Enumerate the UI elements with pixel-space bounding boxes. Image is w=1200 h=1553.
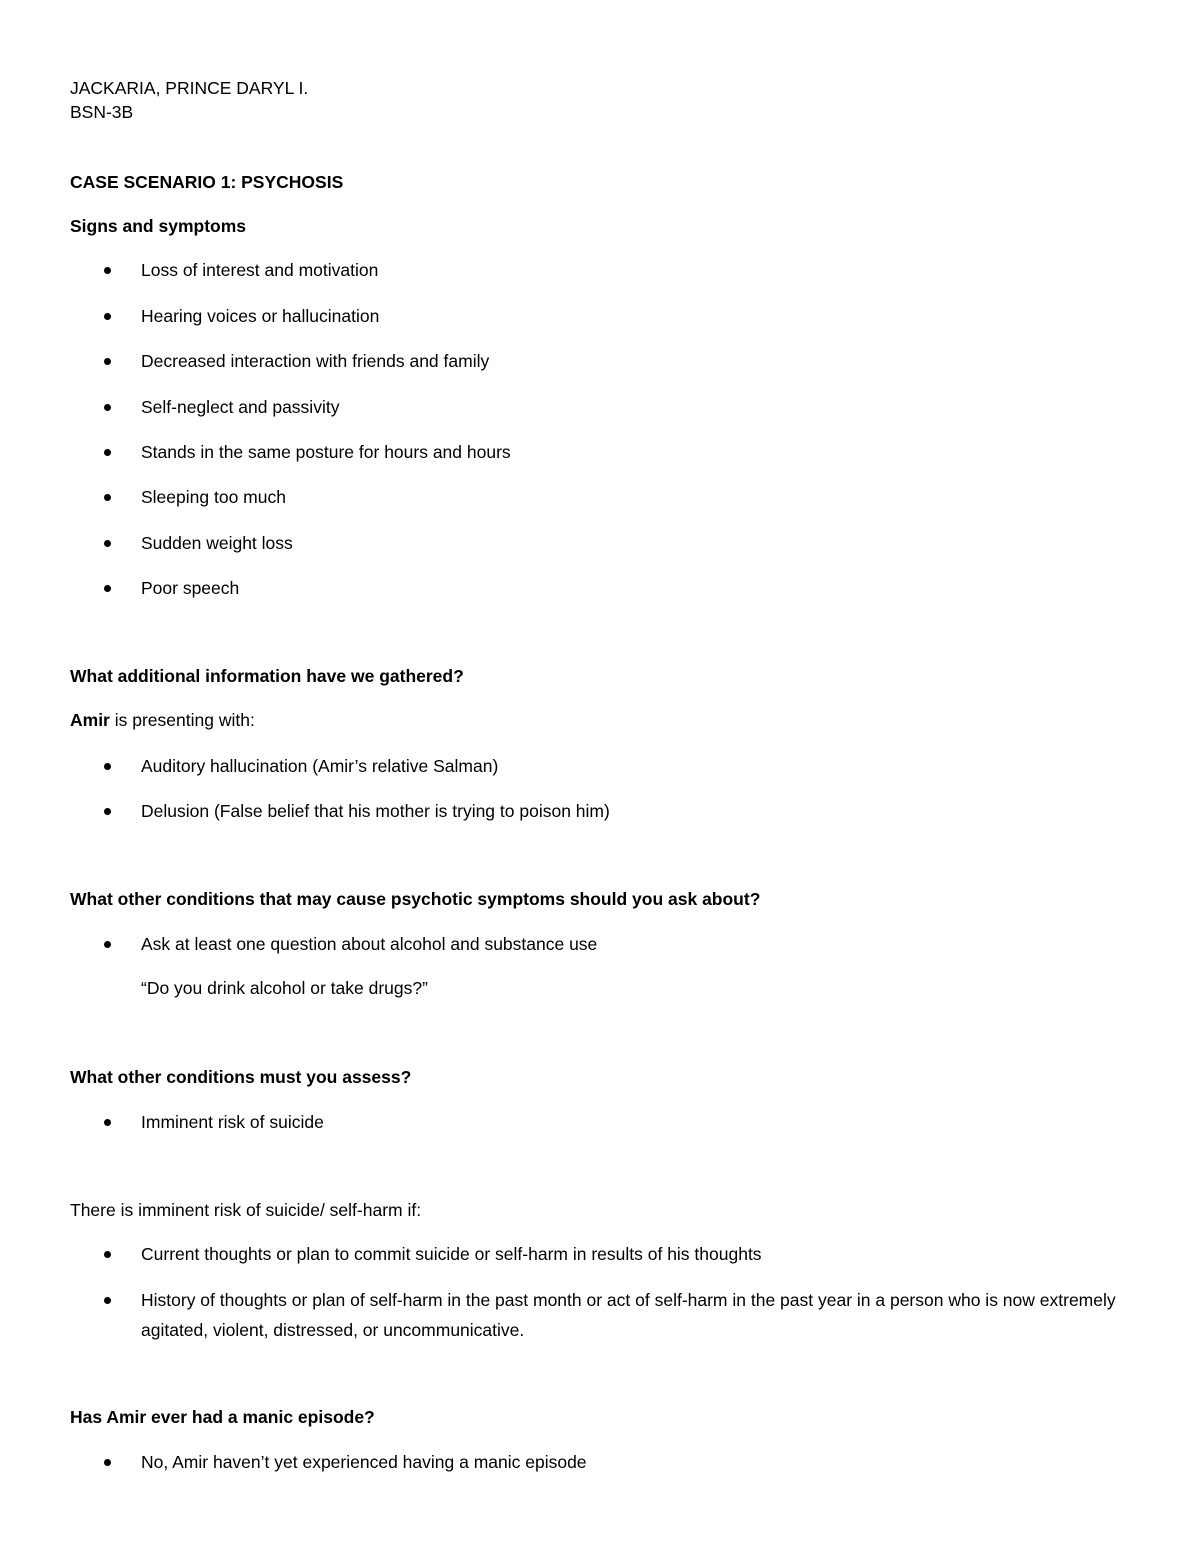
case-title: CASE SCENARIO 1: PSYCHOSIS — [70, 172, 344, 192]
conditions-quote: “Do you drink alcohol or take drugs?” — [141, 978, 428, 998]
bullet-icon — [104, 1119, 111, 1126]
additional-intro — [70, 708, 255, 732]
bullet-icon — [104, 941, 111, 948]
additional-heading: What additional information have we gathered? — [70, 666, 464, 686]
patient-name: Amir — [70, 710, 110, 730]
bullet-icon — [104, 808, 111, 815]
bullet-icon — [104, 1297, 111, 1304]
signs-item: Hearing voices or hallucination — [141, 306, 380, 326]
signs-item: Stands in the same posture for hours and hours — [141, 442, 511, 462]
student-section: BSN-3B — [70, 102, 134, 122]
signs-item: Sleeping too much — [141, 487, 286, 507]
assess-heading: What other conditions must you assess? — [70, 1067, 412, 1087]
bullet-icon — [104, 540, 111, 547]
bullet-icon — [104, 585, 111, 592]
bullet-icon — [104, 1459, 111, 1466]
signs-item: Decreased interaction with friends and family — [141, 351, 490, 371]
signs-item: Loss of interest and motivation — [141, 260, 379, 280]
risk-intro: There is imminent risk of suicide/ self-harm if: — [70, 1200, 422, 1220]
bullet-icon — [104, 449, 111, 456]
signs-item: Poor speech — [141, 578, 240, 598]
signs-item: Self-neglect and passivity — [141, 397, 340, 417]
signs-heading: Signs and symptoms — [70, 216, 247, 236]
bullet-icon — [104, 1251, 111, 1258]
bullet-icon — [104, 267, 111, 274]
additional-intro-text: is presenting with: — [109, 710, 255, 730]
conditions-item: Ask at least one question about alcohol and substance use — [141, 934, 598, 954]
student-name: JACKARIA, PRINCE DARYL I. — [70, 78, 309, 98]
risk-item: Current thoughts or plan to commit suicide or self-harm in results of his thoughts — [141, 1244, 762, 1264]
conditions-heading: What other conditions that may cause psychotic symptoms should you ask about? — [70, 889, 761, 909]
additional-item: Auditory hallucination (Amir’s relative Salman) — [141, 756, 499, 776]
bullet-icon — [104, 763, 111, 770]
manic-heading: Has Amir ever had a manic episode? — [70, 1407, 375, 1427]
manic-item: No, Amir haven’t yet experienced having a manic episode — [141, 1452, 587, 1472]
risk-item: History of thoughts or plan of self-harm in the past month or act of self-harm in the past year in a person who is now extremely agitated, violent, distressed, or uncommunicative. — [141, 1290, 1116, 1340]
bullet-icon — [104, 494, 111, 501]
assess-item: Imminent risk of suicide — [141, 1112, 324, 1132]
additional-item: Delusion (False belief that his mother is trying to poison him) — [141, 801, 610, 821]
bullet-icon — [104, 358, 111, 365]
signs-item: Sudden weight loss — [141, 533, 293, 553]
bullet-icon — [104, 313, 111, 320]
bullet-icon — [104, 404, 111, 411]
